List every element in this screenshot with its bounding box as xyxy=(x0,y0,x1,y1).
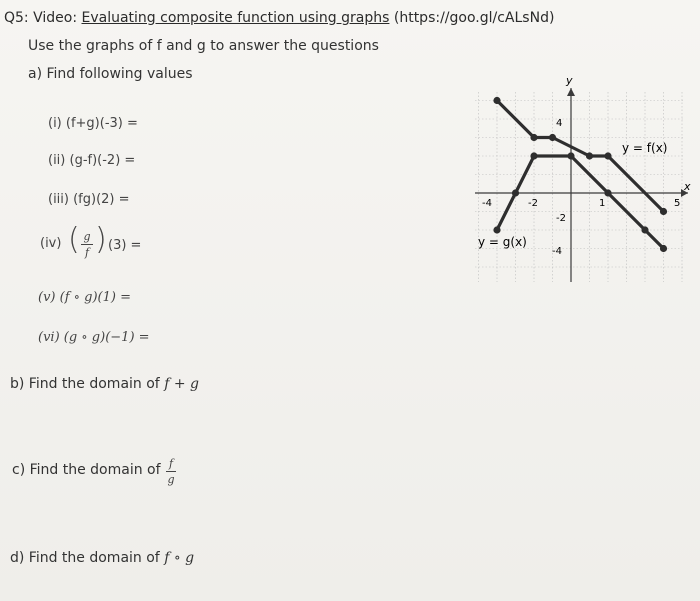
tick-x-5: 5 xyxy=(674,198,681,209)
tick-y-neg4: -4 xyxy=(552,246,562,257)
part-d-expr: f ∘ g xyxy=(164,550,195,566)
part-c xyxy=(12,462,161,478)
part-c-label: c) Find the domain of xyxy=(12,462,161,478)
part-a-label: a) Find following values xyxy=(28,66,193,82)
f-curve-point xyxy=(604,152,611,159)
function-graph xyxy=(470,70,695,285)
g-curve-point xyxy=(604,189,611,196)
part-b xyxy=(10,376,199,392)
g-curve-label: y = g(x) xyxy=(478,235,527,249)
f-curve-point xyxy=(493,97,500,104)
left-paren: ( xyxy=(68,222,80,257)
item-ii: (ii) (g-f)(-2) = xyxy=(48,153,136,168)
right-paren: ) xyxy=(95,222,107,257)
frac-denominator: f xyxy=(84,246,90,259)
part-b-expr: f + g xyxy=(164,376,199,392)
f-curve-point xyxy=(586,152,593,159)
tick-y-neg2: -2 xyxy=(556,213,566,224)
question-prefix: Q5: Video: xyxy=(4,10,82,26)
video-url: (https://goo.gl/cALsNd) xyxy=(389,10,555,26)
item-iv-label: (iv) xyxy=(40,236,62,251)
video-link[interactable]: Evaluating composite function using graphs xyxy=(81,10,390,26)
y-axis-arrow xyxy=(567,88,575,96)
part-b-label: b) Find the domain of xyxy=(10,376,165,392)
part-d xyxy=(10,550,194,566)
g-curve-point xyxy=(641,226,648,233)
part-c-denominator: g xyxy=(167,473,175,486)
part-d-label: d) Find the domain of xyxy=(10,550,165,566)
question-title xyxy=(4,10,554,26)
item-v: (v) (f ∘ g)(1) = xyxy=(38,290,131,305)
item-iii: (iii) (fg)(2) = xyxy=(48,192,130,207)
item-iv-arg: (3) = xyxy=(108,238,142,253)
f-curve-point xyxy=(530,134,537,141)
f-curve-point xyxy=(549,134,556,141)
x-axis-label: x xyxy=(684,180,691,193)
tick-x-neg4: -4 xyxy=(482,198,492,209)
part-c-fraction xyxy=(166,457,176,486)
item-i: (i) (f+g)(-3) = xyxy=(48,116,138,131)
g-curve-point xyxy=(567,152,574,159)
graph-grid xyxy=(475,92,685,282)
tick-x-1: 1 xyxy=(599,198,606,209)
g-curve-point xyxy=(493,226,500,233)
frac-numerator: g xyxy=(83,230,91,243)
tick-y-4: 4 xyxy=(556,118,563,129)
y-axis-label: y xyxy=(566,74,573,87)
g-curve-point xyxy=(530,152,537,159)
g-curve-point xyxy=(660,245,667,252)
f-curve-point xyxy=(660,208,667,215)
f-curve-label: y = f(x) xyxy=(622,141,668,155)
instructions: Use the graphs of f and g to answer the questions xyxy=(28,38,379,54)
graph-axes xyxy=(475,74,691,282)
tick-x-neg2: -2 xyxy=(528,198,538,209)
item-vi: (vi) (g ∘ g)(−1) = xyxy=(38,330,150,345)
g-curve-point xyxy=(512,189,519,196)
item-iv-fraction xyxy=(81,230,93,259)
part-c-numerator: f xyxy=(168,457,174,470)
